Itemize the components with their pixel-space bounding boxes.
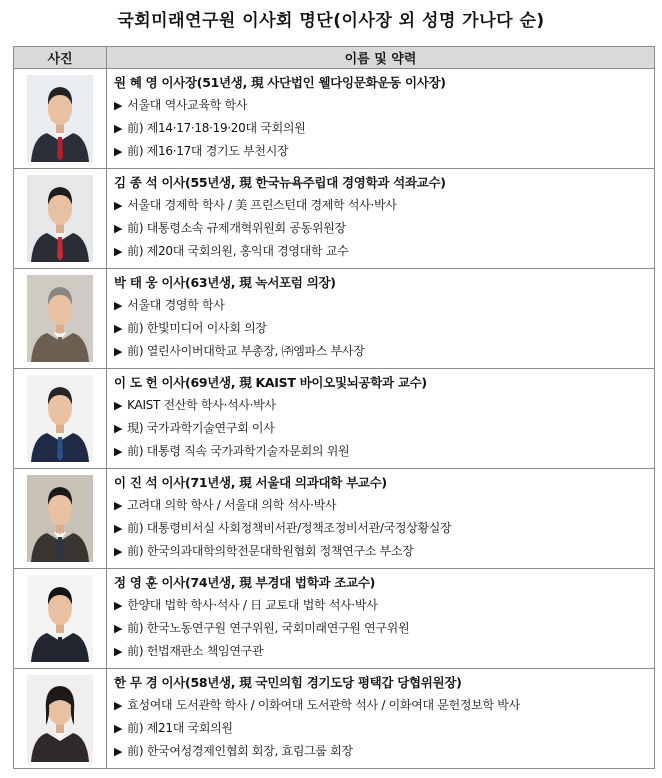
table-header-row: [14, 47, 655, 69]
photo-cell: [14, 269, 107, 369]
portrait-tie: [57, 337, 63, 361]
career-item: [114, 540, 654, 563]
career-text: 서울대 경제학 학사 / 美 프린스턴대 경제학 석사·박사: [127, 198, 397, 212]
portrait-tie: [57, 537, 63, 561]
bullet-arrow-icon: ▶: [114, 345, 123, 358]
board-members-table: [13, 46, 655, 769]
bullet-arrow-icon: ▶: [114, 545, 123, 558]
member-name: 이 진 석 이사(71년생, 現 서울대 의과대학 부교수): [114, 475, 387, 490]
career-text: 고려대 의학 학사 / 서울대 의학 석사·박사: [127, 498, 337, 512]
bullet-arrow-icon: ▶: [114, 745, 123, 758]
career-text: 한양대 법학 학사·석사 / 日 교토대 법학 석사·박사: [127, 598, 378, 612]
profile-cell: [107, 669, 655, 769]
career-text: 前) 한국여성경제인협회 회장, 효림그룹 회장: [127, 744, 353, 758]
bullet-arrow-icon: ▶: [114, 199, 123, 212]
profile-cell: [107, 469, 655, 569]
member-row: [14, 669, 655, 769]
photo-cell: [14, 169, 107, 269]
career-item: [114, 717, 654, 740]
career-item: [114, 294, 654, 317]
career-item: [114, 517, 654, 540]
bullet-arrow-icon: ▶: [114, 122, 123, 135]
member-portrait: [27, 175, 93, 262]
career-text: 前) 제20대 국회의원, 홍익대 경영대학 교수: [127, 244, 349, 258]
photo-cell: [14, 369, 107, 469]
career-text: 서울대 역사교육학 학사: [127, 98, 248, 112]
profile-cell: [107, 69, 655, 169]
member-portrait: [27, 75, 93, 162]
member-portrait: [27, 675, 93, 762]
career-item: [114, 617, 654, 640]
member-row: [14, 369, 655, 469]
member-row: [14, 169, 655, 269]
career-item: [114, 217, 654, 240]
career-text: 前) 한국의과대학의학전문대학원협회 정책연구소 부소장: [127, 544, 414, 558]
bullet-arrow-icon: ▶: [114, 322, 123, 335]
bullet-arrow-icon: ▶: [114, 699, 123, 712]
career-text: 前) 제21대 국회의원: [127, 721, 233, 735]
bullet-arrow-icon: ▶: [114, 299, 123, 312]
bullet-arrow-icon: ▶: [114, 99, 123, 112]
bullet-arrow-icon: ▶: [114, 622, 123, 635]
member-portrait: [27, 375, 93, 462]
profile-cell: [107, 569, 655, 669]
member-row: [14, 69, 655, 169]
career-text: 前) 대통령 직속 국가과학기술자문회의 위원: [127, 444, 350, 458]
career-text: 前) 대통령비서실 사회정책비서관/정책조정비서관/국정상황실장: [127, 521, 452, 535]
bullet-arrow-icon: ▶: [114, 722, 123, 735]
career-text: 前) 헌법재판소 책임연구관: [127, 644, 264, 658]
member-name: 박 태 웅 이사(63년생, 現 녹서포럼 의장): [114, 275, 336, 290]
bullet-arrow-icon: ▶: [114, 145, 123, 158]
career-text: 前) 열린사이버대학교 부총장, ㈜엠파스 부사장: [127, 344, 365, 358]
career-text: 효성여대 도서관학 학사 / 이화여대 도서관학 석사 / 이화여대 문헌정보학 박사: [127, 698, 520, 712]
career-item: [114, 94, 654, 117]
career-text: 前) 제14·17·18·19·20대 국회의원: [127, 121, 306, 135]
bullet-arrow-icon: ▶: [114, 245, 123, 258]
career-text: 前) 대통령소속 규제개혁위원회 공동위원장: [127, 221, 346, 235]
photo-column-header: 사진: [14, 47, 107, 69]
bullet-arrow-icon: ▶: [114, 399, 123, 412]
member-row: [14, 269, 655, 369]
portrait-tie: [57, 137, 63, 161]
career-item: [114, 640, 654, 663]
portrait-tie: [57, 437, 63, 461]
profile-column-header: 이름 및 약력: [107, 47, 655, 69]
member-portrait: [27, 275, 93, 362]
portrait-tie: [57, 237, 63, 261]
portrait-tie: [57, 637, 63, 661]
career-item: [114, 740, 654, 763]
career-item: [114, 440, 654, 463]
career-item: [114, 317, 654, 340]
career-item: [114, 494, 654, 517]
member-portrait: [27, 475, 93, 562]
bullet-arrow-icon: ▶: [114, 645, 123, 658]
photo-cell: [14, 69, 107, 169]
bullet-arrow-icon: ▶: [114, 422, 123, 435]
member-row: [14, 569, 655, 669]
profile-cell: [107, 369, 655, 469]
career-text: 現) 국가과학기술연구회 이사: [127, 421, 275, 435]
career-item: [114, 594, 654, 617]
member-portrait: [27, 575, 93, 662]
bullet-arrow-icon: ▶: [114, 522, 123, 535]
career-item: [114, 394, 654, 417]
bullet-arrow-icon: ▶: [114, 499, 123, 512]
profile-cell: [107, 269, 655, 369]
career-item: [114, 340, 654, 363]
career-item: [114, 240, 654, 263]
member-name: 한 무 경 이사(58년생, 現 국민의힘 경기도당 평택갑 당협위원장): [114, 675, 462, 690]
career-text: 前) 한국노동연구원 연구위원, 국회미래연구원 연구위원: [127, 621, 410, 635]
career-item: [114, 117, 654, 140]
career-text: 서울대 경영학 학사: [127, 298, 225, 312]
career-text: 前) 한빛미디어 이사회 의장: [127, 321, 267, 335]
photo-cell: [14, 669, 107, 769]
career-item: [114, 417, 654, 440]
photo-cell: [14, 569, 107, 669]
member-name: 이 도 헌 이사(69년생, 現 KAIST 바이오및뇌공학과 교수): [114, 375, 427, 390]
career-item: [114, 194, 654, 217]
profile-cell: [107, 169, 655, 269]
bullet-arrow-icon: ▶: [114, 222, 123, 235]
member-row: [14, 469, 655, 569]
career-item: [114, 694, 654, 717]
photo-cell: [14, 469, 107, 569]
member-name: 정 영 훈 이사(74년생, 現 부경대 법학과 조교수): [114, 575, 376, 590]
page-title: 국회미래연구원 이사회 명단(이사장 외 성명 가나다 순): [117, 11, 545, 31]
member-name: 원 혜 영 이사장(51년생, 現 사단법인 웰다잉문화운동 이사장): [114, 75, 446, 90]
bullet-arrow-icon: ▶: [114, 599, 123, 612]
member-name: 김 종 석 이사(55년생, 現 한국뉴욕주립대 경영학과 석좌교수): [114, 175, 446, 190]
career-item: [114, 140, 654, 163]
bullet-arrow-icon: ▶: [114, 445, 123, 458]
career-text: KAIST 전산학 학사·석사·박사: [127, 398, 276, 412]
career-text: 前) 제16·17대 경기도 부천시장: [127, 144, 289, 158]
